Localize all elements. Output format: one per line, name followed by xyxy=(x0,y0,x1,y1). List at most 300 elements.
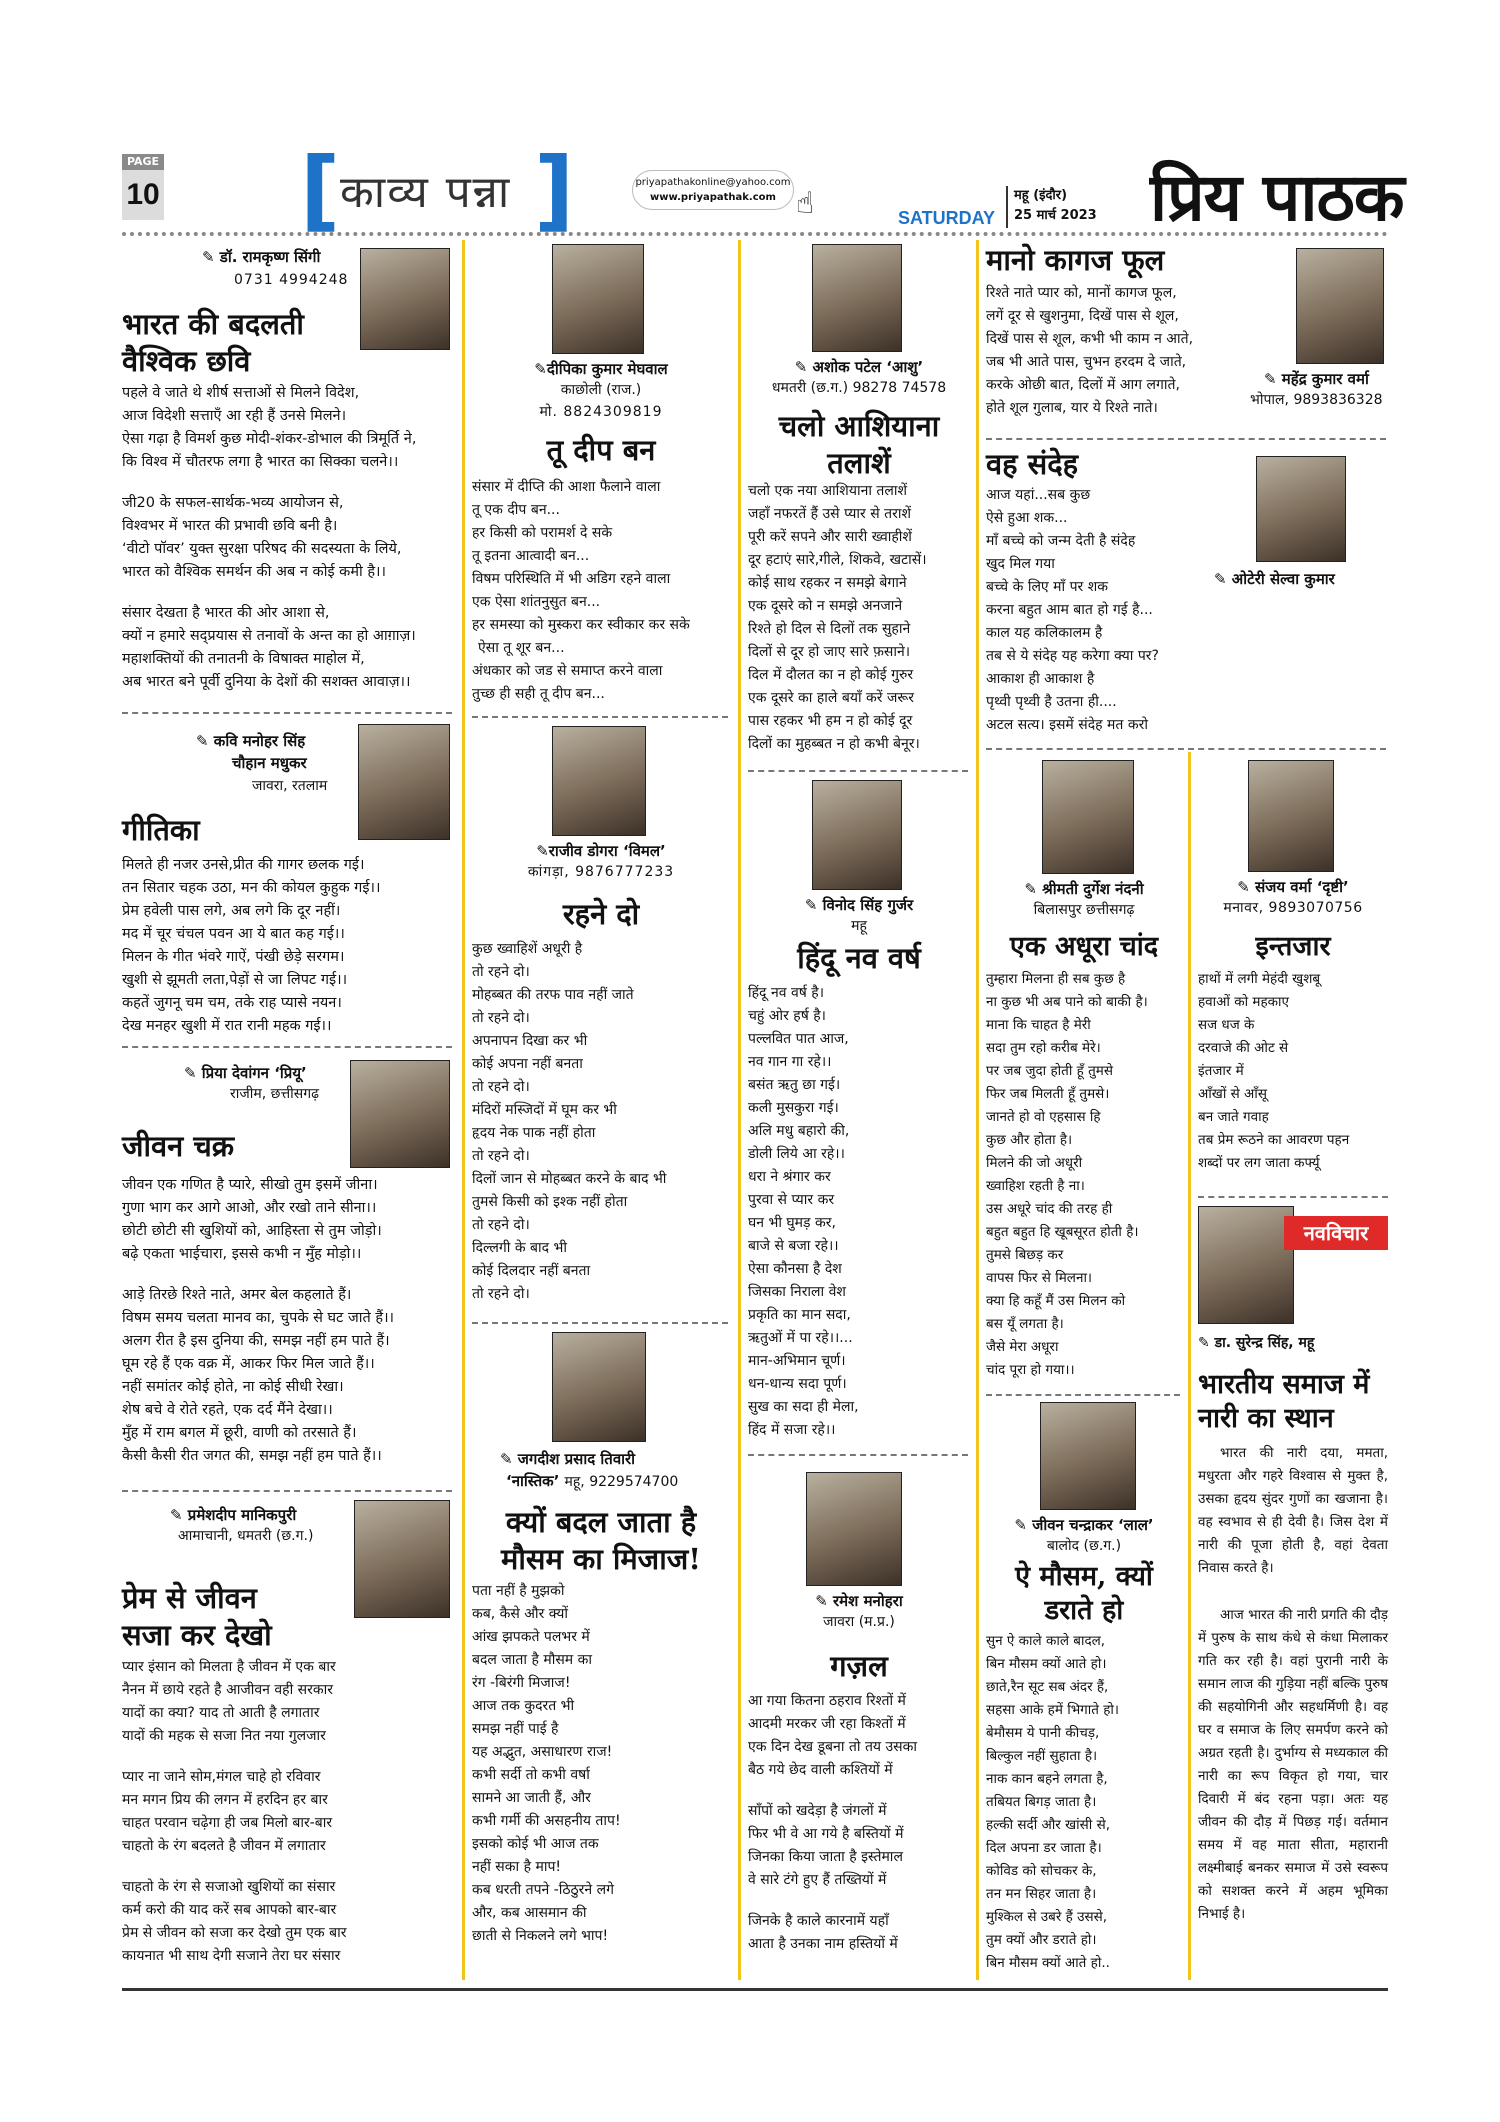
poem-line: जानते हो वो एहसास हि xyxy=(986,1109,1101,1125)
poem-line: ऐसा गढ़ा है विमर्श कुछ मोदी-शंकर-डोभाल की त्रिमूर्ति ने, xyxy=(122,431,417,447)
poem-line: जी20 के सफल-सार्थक-भव्य आयोजन से, xyxy=(122,495,344,511)
poem-line: वैश्विक छवि xyxy=(122,344,251,378)
poem-line: बिन मौसम क्यों आते हो.. xyxy=(986,1955,1110,1971)
poem-line: सजा कर देखो xyxy=(122,1618,272,1652)
poem-line: हवाओं को महकाए xyxy=(1198,994,1289,1010)
poem-line: नहीं समांतर कोई होते, ना कोई सीधी रेखा। xyxy=(122,1379,344,1395)
poem-line: अलि मधु बहारो की, xyxy=(748,1123,850,1139)
column-rule xyxy=(976,240,979,1980)
author-photo xyxy=(552,726,646,836)
poem-line: प्रमेशदीप मानिकपुरी xyxy=(187,1506,297,1524)
poem-title: एक अधूरा चांद xyxy=(1009,931,1159,962)
page-number-box xyxy=(122,154,164,224)
poem-line: छाते,रैन सूट सब अंदर हैं, xyxy=(986,1679,1109,1695)
poem-line: ऐसे हुआ शक... xyxy=(986,510,1068,526)
bracket-left-icon: [ xyxy=(300,138,341,241)
poem-line: मिलते ही नजर उनसे,प्रीत की गागर छलक गई। xyxy=(122,857,365,873)
poem-line: सदा तुम रहो करीब मेरे। xyxy=(986,1040,1101,1056)
author-name: ✎राजीव डोगरा ‘विमल’ xyxy=(536,842,666,860)
poem-line: डोली लिये आ रहे।। xyxy=(748,1146,845,1162)
poem-text xyxy=(986,1630,1119,1975)
poem-line: रिश्ते हो दिल से दिलों तक सुहाने xyxy=(748,621,911,637)
section-divider xyxy=(472,716,728,718)
poem-line: धन-धान्य सदा पूर्ण। xyxy=(748,1376,847,1392)
poem-line: यादों का क्या? याद तो आती है लगातार xyxy=(122,1705,320,1721)
poem-line: संसार देखता है भारत की ओर आशा से, xyxy=(122,605,330,621)
poem-line: कभी गर्मी की असहनीय ताप! xyxy=(472,1813,621,1829)
author-place: राजीम, छत्तीसगढ़ xyxy=(230,1086,319,1102)
author-name: ✎दीपिका कुमार मेघवाल xyxy=(534,360,668,378)
poem-line: कवि मनोहर सिंह xyxy=(213,732,306,750)
poem-line: पूरी करें सपने और सारी ख्वाहीशें xyxy=(748,529,912,545)
poem-line: ना कुछ भी अब पाने को बाकी है। xyxy=(986,994,1148,1010)
poem-line: बस यूँ लगता है। xyxy=(986,1316,1064,1332)
author-place: बिलासपुर छत्तीसगढ़ xyxy=(1033,902,1135,918)
poem-line: आता है उनका नाम हस्तियों में xyxy=(748,1936,898,1952)
section-divider xyxy=(748,770,968,772)
poem-line: महेंद्र कुमार वर्मा xyxy=(1281,370,1369,388)
poem-line: आदमी मरकर जी रहा किश्तों में xyxy=(748,1716,906,1732)
poem-line: दिलों से दूर हो जाए सारे फ़साने। xyxy=(748,644,911,660)
poem-line: महाशक्तियों की तनातनी के विषाक्त माहोल में, xyxy=(122,651,365,667)
author-place: काछोली (राज.) xyxy=(560,382,642,398)
author-name: ✎ रमेश मनोहरा xyxy=(815,1592,903,1610)
section-divider xyxy=(986,1394,1180,1396)
author-place: महू xyxy=(851,918,867,934)
poem-line: कोई साथ रहकर न समझे बेगाने xyxy=(748,575,907,591)
poem-line: साँपों को खदेड़ा है जंगलों में xyxy=(748,1803,887,1819)
poem-line: चलो एक नया आशियाना तलाशें xyxy=(748,483,908,499)
author-name: ✎ कवि मनोहर सिंह xyxy=(196,732,306,750)
poem-line: जिसका निराला वेश xyxy=(748,1284,846,1300)
author-photo xyxy=(1296,248,1384,364)
author-name: ✎ विनोद सिंह गुर्जर xyxy=(804,896,914,914)
poem-line: सहसा आके हमें भिगाते हो। xyxy=(986,1702,1120,1718)
poem-line: हर समस्या को मुस्करा कर स्वीकार कर सके xyxy=(472,617,690,633)
poem-line: कर्म करो की याद करें सब आपको बार-बार xyxy=(122,1902,337,1918)
poem-line: तुम्हारा मिलना ही सब कुछ है xyxy=(986,971,1126,987)
poem-title xyxy=(748,408,970,482)
poem-title xyxy=(472,1504,730,1578)
poem-line: तलाशें xyxy=(827,446,891,480)
poem-line: श्रीमती दुर्गेश नंदनी xyxy=(1042,880,1144,898)
author-photo xyxy=(1040,1402,1136,1510)
author-place: जावरा (म.प्र.) xyxy=(823,1614,895,1630)
poem-line: प्रेम से जीवन xyxy=(122,1581,257,1615)
poem-line: अब भारत बने पूर्वी दुनिया के देशों की सशक्त आवाज़।। xyxy=(122,674,411,690)
poem-line: तो रहने दो। xyxy=(472,1217,530,1233)
poem-line: कुछ ख्वाहिशें अधूरी है xyxy=(472,941,583,957)
poem-line: डॉ. रामकृष्ण सिंगी xyxy=(219,248,321,266)
poem-title: गीतिका xyxy=(122,813,200,847)
dateline xyxy=(1014,186,1097,226)
poem-line: जहाँ नफरतें हैं उसे प्यार से तराशें xyxy=(748,506,911,522)
poem-title: इन्तजार xyxy=(1255,931,1331,962)
poem-line: कब धरती तपने -ठिठुरने लगे xyxy=(472,1882,615,1898)
section-divider xyxy=(122,712,452,714)
author-name: ✎ जीवन चन्द्राकर ‘लाल’ xyxy=(1014,1516,1154,1534)
poem-line: प्यार इंसान को मिलता है जीवन में एक बार xyxy=(122,1659,336,1675)
poem-line: इंतजार में xyxy=(1198,1063,1244,1079)
poem-line: हल्की सर्दी और खांसी से, xyxy=(986,1817,1110,1833)
author-place: धमतरी (छ.ग.) 98278 74578 xyxy=(771,380,947,396)
poem-line: विषम समय चलता मानव का, चुपके से घट जाते हैं।। xyxy=(122,1310,395,1326)
poem-line: हृदय नेक पाक नहीं होता xyxy=(472,1125,596,1141)
poem-title xyxy=(986,1560,1182,1628)
poem-line: तो रहने दो। xyxy=(472,1286,530,1302)
poem-line: क्यों बदल जाता है xyxy=(505,1505,697,1539)
poem-line: आ गया कितना ठहराव रिश्तों में xyxy=(748,1693,906,1709)
city: महू (इंदौर) xyxy=(1014,188,1068,203)
poem-line: ‘वीटो पॉवर’ युक्त सुरक्षा परिषद की सदस्यता के लिये, xyxy=(122,541,402,557)
poem-line: अटल सत्य। इसमें संदेह मत करो xyxy=(986,717,1148,733)
poem-line: यह अद्भुत, असाधारण राज! xyxy=(472,1744,613,1760)
poem-line: खुद मिल गया xyxy=(986,556,1055,572)
poem-line: और, कब आसमान की xyxy=(472,1905,587,1921)
poem-line: मिलने की जो अधूरी xyxy=(986,1155,1083,1171)
section-divider xyxy=(122,1046,452,1048)
poem-line: चांद पूरा हो गया।। xyxy=(986,1362,1075,1378)
poem-line: आज तक कुदरत भी xyxy=(472,1698,575,1714)
stanza-gap xyxy=(748,1892,917,1910)
poem-title xyxy=(122,1580,272,1654)
poem-line: मिलन के गीत भंवरे गाऐं, पंखी छेड़े सरगम। xyxy=(122,949,345,965)
section-divider xyxy=(748,1454,968,1456)
poem-line: बिन मौसम क्यों आते हो। xyxy=(986,1656,1107,1672)
stanza-gap xyxy=(122,1748,346,1766)
poem-line: बेमौसम ये पानी कीचड़, xyxy=(986,1725,1100,1741)
website-box[interactable] xyxy=(632,170,794,210)
poem-line: इसको कोई भी आज तक xyxy=(472,1836,599,1852)
poem-line: कोई दिलदार नहीं बनता xyxy=(472,1263,591,1279)
author-photo xyxy=(552,244,644,354)
poem-line: तू इतना आत्वादी बन... xyxy=(472,548,590,564)
poem-line: पर जब जुदा होती हूँ तुमसे xyxy=(986,1063,1113,1079)
poem-line: दिल में दौलत का न हो कोई गुरुर xyxy=(748,667,914,683)
poem-text xyxy=(122,1656,346,1968)
poem-line: ऐसा कौनसा है देश xyxy=(748,1261,842,1277)
poem-line: कब, कैसे और क्यों xyxy=(472,1606,569,1622)
poem-line: नारी का स्थान xyxy=(1198,1403,1334,1434)
poem-line: आज यहां...सब कुछ xyxy=(986,487,1091,503)
poem-text xyxy=(748,480,927,756)
poem-line: विषम परिस्थिति में भी अडिग रहने वाला xyxy=(472,571,671,587)
poem-title: गज़ल xyxy=(830,1649,888,1683)
poem-line: जब भी आते पास, चुभन हरदम दे जाते, xyxy=(986,354,1187,370)
author-name: ✎ प्रिया देवांगन ‘प्रियू’ xyxy=(184,1064,307,1082)
poem-line: मोहब्बत की तरफ पाव नहीं जाते xyxy=(472,987,634,1003)
poem-line: फिर भी वे आ गये है बस्तियों में xyxy=(748,1826,904,1842)
header-divider xyxy=(1006,186,1008,228)
poem-text xyxy=(748,1690,917,1956)
poem-title: तू दीप बन xyxy=(546,433,656,467)
poem-line: तो रहने दो। xyxy=(472,1079,530,1095)
author-name: ✎ अशोक पटेल ‘आशु’ xyxy=(794,358,924,376)
section-divider xyxy=(472,1322,728,1324)
header-separator xyxy=(122,232,1388,236)
stanza-gap xyxy=(122,474,416,492)
poem-line: दीपिका कुमार मेघवाल xyxy=(546,360,668,378)
poem-line: बढ़े एकता भाईचारा, इससे कभी न मुँह मोड़ो।। xyxy=(122,1246,362,1262)
poem-line: नहीं सका है माप! xyxy=(472,1859,562,1875)
poem-line: सुख का सदा ही मेला, xyxy=(748,1399,859,1415)
poem-line: कली मुसकुरा गई। xyxy=(748,1100,839,1116)
author-photo xyxy=(360,248,450,350)
poem-line: दिखें पास से शूल, कभी भी काम न आते, xyxy=(986,331,1194,347)
poem-line: काल यह कलिकालम है xyxy=(986,625,1103,641)
poem-line: एक दूसरे का हाले बयाँ करें जरूर xyxy=(748,690,914,706)
poem-line: अंधकार को जड से समाप्त करने वाला xyxy=(472,663,663,679)
author-name: ✎ महेंद्र कुमार वर्मा xyxy=(1264,370,1369,388)
poem-text xyxy=(122,382,416,694)
poem-line: ओटेरी सेल्वा कुमार xyxy=(1231,570,1335,588)
section-divider xyxy=(986,438,1386,440)
website-url[interactable]: www.priyapathak.com xyxy=(650,192,776,203)
author-photo xyxy=(806,1472,902,1586)
poem-line: समझ नहीं पाई है xyxy=(472,1721,559,1737)
column-rule xyxy=(1188,752,1191,1980)
article-title xyxy=(1198,1368,1369,1436)
poem-line: बिल्कुल नहीं सुहाता है। xyxy=(986,1748,1098,1764)
section-title: काव्य पन्ना xyxy=(340,167,512,218)
poem-line: यादों की महक से सजा नित नया गुलजार xyxy=(122,1728,326,1744)
page-number: 10 xyxy=(122,170,164,220)
poem-line: जगदीश प्रसाद तिवारी xyxy=(517,1450,636,1468)
poem-line: ख्वाहिश रहती है ना। xyxy=(986,1178,1085,1194)
poem-line: ‘नास्तिक’ xyxy=(506,1472,560,1490)
section-divider xyxy=(986,748,1386,750)
poem-line: चहुं ओर हर्ष है। xyxy=(748,1008,826,1024)
poem-line: दिल्लगी के बाद भी xyxy=(472,1240,567,1256)
poem-title xyxy=(122,306,304,380)
poem-line: कभी सर्दी तो कभी वर्षा xyxy=(472,1767,590,1783)
poem-text xyxy=(122,854,380,1038)
poem-line: होते शूल गुलाब, यार ये रिश्ते नाते। xyxy=(986,400,1158,416)
stanza-gap xyxy=(122,584,416,602)
author-place: मनावर, 9893070756 xyxy=(1223,900,1363,916)
poem-line: ऋतुओं में पा रहे।।... xyxy=(748,1330,853,1346)
page-label: PAGE xyxy=(122,154,164,170)
poem-title: जीवन चक्र xyxy=(122,1129,235,1163)
poem-line: दिल अपना डर जाता है। xyxy=(986,1840,1102,1856)
email: priyapathakonline@yahoo.com xyxy=(635,177,791,188)
poem-line: तो रहने दो। xyxy=(472,964,530,980)
poem-line: पृथ्वी पृथ्वी है उतना ही.... xyxy=(986,694,1117,710)
poem-line: मंदिरों मस्जिदों में घूम कर भी xyxy=(472,1102,617,1118)
author-photo xyxy=(552,1332,646,1442)
poem-title: वह संदेह xyxy=(986,447,1079,481)
author-photo xyxy=(812,244,902,352)
poem-line: छोटी छोटी सी खुशियों को, आहिस्ता से तुम जोड़ो। xyxy=(122,1223,382,1239)
poem-line: अपनापन दिखा कर भी xyxy=(472,1033,588,1049)
poem-line: जीवन चन्द्राकर ‘लाल’ xyxy=(1032,1516,1154,1534)
poem-line: वे सारे टंगे हुए हैं तख्तियों में xyxy=(748,1872,887,1888)
poem-line: सामने आ जाती हैं, और xyxy=(472,1790,591,1806)
hand-pointer-icon: ☝ xyxy=(796,186,815,221)
poem-line: राजीव डोगरा ‘विमल’ xyxy=(548,842,666,860)
author-photo xyxy=(354,1500,450,1618)
poem-line: तन मन सिहर जाता है। xyxy=(986,1886,1097,1902)
column-rule xyxy=(462,240,465,1980)
poem-line: जीवन एक गणित है प्यारे, सीखो तुम इसमें जीना। xyxy=(122,1177,378,1193)
author-name: ✎ श्रीमती दुर्गेश नंदनी xyxy=(1024,880,1144,898)
poem-line: हर किसी को परामर्श दे सके xyxy=(472,525,613,541)
poem-line: विश्वभर में भारत की प्रभावी छवि बनी है। xyxy=(122,518,338,534)
poem-line: उस अधूरे चांद की तरह ही xyxy=(986,1201,1113,1217)
poem-line: कोई अपना नहीं बनता xyxy=(472,1056,583,1072)
poem-line: घन भी घुमड़ कर, xyxy=(748,1215,836,1231)
poem-line: हिंदू नव वर्ष है। xyxy=(748,985,825,1001)
poem-line: आकाश ही आकाश है xyxy=(986,671,1095,687)
poem-line: कहतें जुगनू चम चम, तके राह प्यासे नयन। xyxy=(122,995,342,1011)
poem-line: छाती से निकलने लगे भाप! xyxy=(472,1928,609,1944)
poem-line: संजय वर्मा ‘दृष्टी’ xyxy=(1255,878,1349,896)
author-name: ✎ प्रमेशदीप मानिकपुरी xyxy=(170,1506,297,1524)
poem-line: करना बहुत आम बात हो गई है... xyxy=(986,602,1153,618)
author-phone: मो. 8824309819 xyxy=(539,404,663,420)
poem-line: नाक कान बहने लगता है, xyxy=(986,1771,1108,1787)
article-paragraph: भारत की नारी दया, ममता, मधुरता और गहरे विश्वास से मुक्त है, उसका हृदय सुंदर गुणों का खजाना है। वह स्वभाव से ही देवी है। जिस देश में नारी की पूजा होती है, वहां देवता निवास करते है। xyxy=(1198,1445,1388,1576)
poem-line: पास रहकर भी हम न हो कोई दूर xyxy=(748,713,913,729)
poem-line: ऐसा तू शूर बन... xyxy=(478,640,565,656)
poem-line: फिर जब मिलती हूँ तुमसे। xyxy=(986,1086,1110,1102)
poem-line: कुछ और होता है। xyxy=(986,1132,1073,1148)
author-name-2: चौहान मधुकर xyxy=(232,754,307,772)
poem-line: कि विश्व में चौतरफ लगा है भारत का सिक्का चलने।। xyxy=(122,454,399,470)
poem-line: शेष बचे वे रोते रहते, एक दर्द मैंने देखा।। xyxy=(122,1402,333,1418)
poem-text xyxy=(472,476,690,706)
poem-line: कैसी कैसी रीत जगत की, समझ नहीं हम पाते हैं।। xyxy=(122,1448,382,1464)
poem-line: तब प्रेम रूठने का आवरण पहन xyxy=(1198,1132,1350,1148)
poem-line: विनोद सिंह गुर्जर xyxy=(822,896,914,914)
poem-line: मद में चूर चंचल पवन आ ये बात कह गई।। xyxy=(122,926,345,942)
poem-line: प्यार ना जाने सोम,मंगल चाहे हो रविवार xyxy=(122,1769,321,1785)
poem-line: तू एक दीप बन... xyxy=(472,502,560,518)
poem-line: तुच्छ ही सही तू दीप बन... xyxy=(472,686,605,702)
poem-line: करके ओछी बात, दिलों में आग लगाते, xyxy=(986,377,1180,393)
poem-line: तब से ये संदेह यह करेगा क्या पर? xyxy=(986,648,1159,664)
poem-line: रमेश मनोहरा xyxy=(833,1592,903,1610)
poem-line: तुमसे बिछड़ कर xyxy=(986,1247,1064,1263)
poem-line: दिलों जान से मोहब्बत करने के बाद भी xyxy=(472,1171,667,1187)
author-phone: 0731 4994248 xyxy=(234,272,349,288)
poem-line: भारत की बदलती xyxy=(122,307,304,341)
article-paragraph: आज भारत की नारी प्रगति की दौड़ में पुरुष के साथ कंधे से कंधा मिलाकर गति कर रही है। वहां पुरानी नारी के समान लाज की गुड़िया नहीं बल्कि पुरुष की सहयोगिनी और सहधर्मिणी है। वह घर व समाज के लिए समर्पण करने को अग्रत रहती है। दुर्भाग्य से मध्यकाल की नारी का रूप विकृत हो गया, चार दिवारी में बंद रहना पड़ा। अतः यह जीवन की दौड़ में पिछड़ गई। वर्तमान समय में वह माता सीता, महारानी लक्ष्मीबाई बनकर समाज में उसे स्वरूप को सशक्त करने में अहम भूमिका निभाई है। xyxy=(1198,1607,1388,1922)
poem-line: एक दूसरे को न समझे अनजाने xyxy=(748,598,903,614)
poem-line: घूम रहे हैं एक वक्र में, आकर फिर मिल जाते हैं।। xyxy=(122,1356,375,1372)
bracket-right-icon: ] xyxy=(534,138,575,241)
poem-line: शब्दों पर लग जाता कर्फ्यू xyxy=(1198,1155,1320,1171)
author-name: ✎ जगदीश प्रसाद तिवारी xyxy=(500,1450,636,1468)
page-bottom-rule xyxy=(122,1988,1388,1991)
poem-line: बदल जाता है मौसम का xyxy=(472,1652,592,1668)
poem-line: प्रकृति का मान सदा, xyxy=(748,1307,851,1323)
poem-line: मन मगन प्रिय की लगन में हरदिन हर बार xyxy=(122,1792,328,1808)
poem-line: बसंत ऋतु छा गई। xyxy=(748,1077,841,1093)
poem-text xyxy=(472,938,666,1306)
poem-line: पता नहीं है मुझको xyxy=(472,1583,565,1599)
section-divider xyxy=(1198,1196,1388,1198)
poem-line: माना कि चाहत है मेरी xyxy=(986,1017,1091,1033)
poem-line: भारत को वैश्विक समर्थन की अब न कोई कमी है।। xyxy=(122,564,387,580)
poem-line: डराते हो xyxy=(1044,1595,1124,1626)
poem-line: चाहत परवान चढ़ेगा ही जब मिलो बार-बार xyxy=(122,1815,333,1831)
poem-line: देख मनहर खुशी में रात रानी महक गई।। xyxy=(122,1018,332,1034)
poem-line: तो रहने दो। xyxy=(472,1148,530,1164)
poem-line: नैनन में छाये रहते है आजीवन वही सरकार xyxy=(122,1682,333,1698)
poem-line: बहुत बहुत हि खूबसूरत होती है। xyxy=(986,1224,1139,1240)
poem-line: तुम क्यों और डराते हो। xyxy=(986,1932,1097,1948)
author-photo xyxy=(358,724,450,840)
poem-line: प्रिया देवांगन ‘प्रियू’ xyxy=(201,1064,307,1082)
poem-line: चलो आशियाना xyxy=(778,409,940,443)
author-place: आमाचानी, धमतरी (छ.ग.) xyxy=(178,1528,314,1544)
author-photo xyxy=(1042,760,1134,874)
poem-line: मुँह में राम बगल में छूरी, वाणी को तरसाते हैं। xyxy=(122,1425,357,1441)
poem-line: सुन ऐ काले काले बादल, xyxy=(986,1633,1106,1649)
poem-line: प्रेम से जीवन को सजा कर देखो तुम एक बार xyxy=(122,1925,347,1941)
poem-line: एक दिन देख डूबना तो तय उसका xyxy=(748,1739,918,1755)
poem-text xyxy=(748,982,859,1442)
stanza-gap xyxy=(122,1858,346,1876)
author-photo xyxy=(1256,456,1346,562)
poem-line: तबियत बिगड़ जाता है। xyxy=(986,1794,1097,1810)
poem-line: दरवाजे की ओट से xyxy=(1198,1040,1289,1056)
poem-line: बच्चे के लिए माँ पर शक xyxy=(986,579,1108,595)
masthead-logo: प्रिय पाठक xyxy=(1150,159,1404,236)
poem-line: जैसे मेरा अधूरा xyxy=(986,1339,1059,1355)
poem-title: रहने दो xyxy=(562,897,640,931)
author-place: कांगड़ा, 9876777233 xyxy=(527,864,675,880)
author-photo xyxy=(812,780,902,890)
poem-text xyxy=(122,1174,394,1468)
poem-line: अलग रीत है इस दुनिया की, समझ नहीं हम पाते हैं। xyxy=(122,1333,390,1349)
poem-line: प्रेम हवेली पास लगे, अब लगे कि दूर नहीं। xyxy=(122,903,341,919)
section-divider xyxy=(122,1490,452,1492)
poem-line: बन जाते गवाह xyxy=(1198,1109,1269,1125)
poem-line: वापस फिर से मिलना। xyxy=(986,1270,1093,1286)
author-place: बालोद (छ.ग.) xyxy=(1046,1538,1122,1554)
poem-text xyxy=(1198,968,1349,1175)
poem-line: अशोक पटेल ‘आशु’ xyxy=(812,358,924,376)
poem-line: नव गान गा रहे।। xyxy=(748,1054,832,1070)
category-badge: नवविचार xyxy=(1284,1216,1388,1250)
poem-title: मानो कागज फूल xyxy=(986,243,1165,277)
poem-title: हिंदू नव वर्ष xyxy=(797,941,921,975)
column-rule xyxy=(738,240,741,1980)
author-name: ✎ डॉ. रामकृष्ण सिंगी xyxy=(202,248,321,266)
author-photo xyxy=(350,1060,450,1168)
date: 25 मार्च 2023 xyxy=(1014,208,1097,223)
author-name: ✎ ओटेरी सेल्वा कुमार xyxy=(1214,570,1335,588)
poem-line: धरा ने श्रंगार कर xyxy=(748,1169,831,1185)
poem-line: हाथों में लगी मेहंदी खुशबू xyxy=(1198,971,1321,987)
poem-line: चाहतो के रंग से सजाओ खुशियों का संसार xyxy=(122,1879,336,1895)
poem-line: संसार में दीप्ति की आशा फैलाने वाला xyxy=(472,479,661,495)
stanza-gap xyxy=(122,1266,394,1284)
author-meta xyxy=(506,1470,678,1492)
author-photo xyxy=(1198,1206,1294,1324)
author-place: भोपाल, 9893836328 xyxy=(1250,392,1383,408)
author-photo xyxy=(1248,760,1334,872)
poem-line: बाजे से बजा रहे।। xyxy=(748,1238,839,1254)
poem-line: तन सितार चहक उठा, मन की कोयल कुहुक गई।। xyxy=(122,880,381,896)
poem-line: क्या हि कहूँ मैं उस मिलन को xyxy=(986,1293,1126,1309)
poem-line: पहले वे जाते थे शीर्ष सत्ताओं से मिलने विदेश, xyxy=(122,385,360,401)
poem-line: मान-अभिमान चूर्ण। xyxy=(748,1353,846,1369)
poem-line: ऐ मौसम, क्यों xyxy=(1015,1561,1153,1592)
poem-line: बैठ गये छेद वाली कश्तियों में xyxy=(748,1762,893,1778)
